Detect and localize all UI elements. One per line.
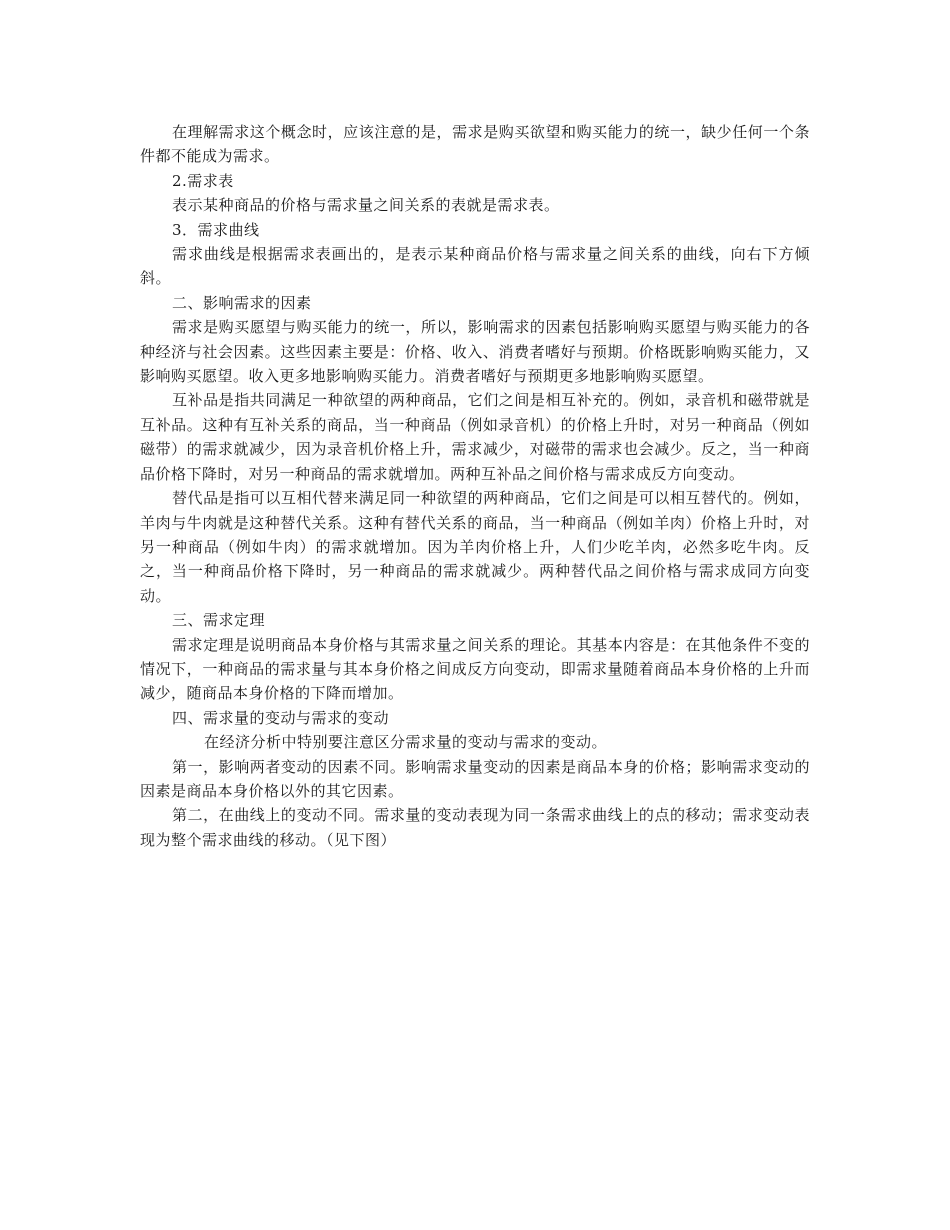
paragraph-demand-factors: 需求是购买愿望与购买能力的统一，所以，影响需求的因素包括影响购买愿望与购买能力的各种经济与社会因素。这些因素主要是：价格、收入、消费者嗜好与预期。价格既影响购买能力，又影响购买愿望。收入更多地影响购买能力。消费者嗜好与预期更多地影响购买愿望。 — [140, 318, 810, 386]
heading-demand-schedule: 2.需求表 — [172, 171, 234, 190]
heading-law-of-demand: 三、需求定理 — [172, 611, 266, 630]
paragraph-law-of-demand: 需求定理是说明商品本身价格与其需求量之间关系的理论。其基本内容是：在其他条件不变的情况下，一种商品的需求量与其本身价格之间成反方向变动，即需求量随着商品本身价格的上升而减少，随商品本身价格的下降而增加。 — [140, 635, 810, 703]
paragraph-demand-schedule: 表示某种商品的价格与需求量之间关系的表就是需求表。 — [172, 196, 560, 215]
paragraph-demand-concept: 在理解需求这个概念时，应该注意的是，需求是购买欲望和购买能力的统一，缺少任何一个条件都不能成为需求。 — [140, 123, 810, 166]
paragraph-substitutes: 替代品是指可以互相代替来满足同一种欲望的两种商品，它们之间是可以相互替代的。例如，羊肉与牛肉就是这种替代关系。这种有替代关系的商品，当一种商品（例如羊肉）价格上升时，对另一种商品（例如牛肉）的需求就增加。因为羊肉价格上升，人们少吃羊肉，必然多吃牛肉。反之，当一种商品价格下降时，另一种商品的需求就减少。两种替代品之间价格与需求成同方向变动。 — [140, 489, 810, 605]
paragraph-second-difference: 第二，在曲线上的变动不同。需求量的变动表现为同一条需求曲线上的点的移动；需求变动表现为整个需求曲线的移动。（见下图） — [140, 806, 810, 849]
paragraph-first-difference: 第一，影响两者变动的因素不同。影响需求量变动的因素是商品本身的价格；影响需求变动的因素是商品本身价格以外的其它因素。 — [140, 757, 810, 800]
heading-demand-factors: 二、影响需求的因素 — [172, 293, 312, 312]
paragraph-demand-curve: 需求曲线是根据需求表画出的，是表示某种商品价格与需求量之间关系的曲线，向右下方倾斜。 — [140, 245, 810, 288]
paragraph-distinguish: 在经济分析中特别要注意区分需求量的变动与需求的变动。 — [204, 733, 608, 752]
document-body — [140, 120, 810, 852]
heading-demand-curve: 3．需求曲线 — [172, 220, 260, 239]
paragraph-complements: 互补品是指共同满足一种欲望的两种商品，它们之间是相互补充的。例如，录音机和磁带就是互补品。这种有互补关系的商品，当一种商品（例如录音机）的价格上升时，对另一种商品（例如磁带）的需求就减少，因为录音机价格上升，需求减少，对磁带的需求也会减少。反之，当一种商品价格下降时，对另一种商品的需求就增加。两种互补品之间价格与需求成反方向变动。 — [140, 391, 810, 483]
heading-change-in-demand: 四、需求量的变动与需求的变动 — [172, 708, 390, 727]
